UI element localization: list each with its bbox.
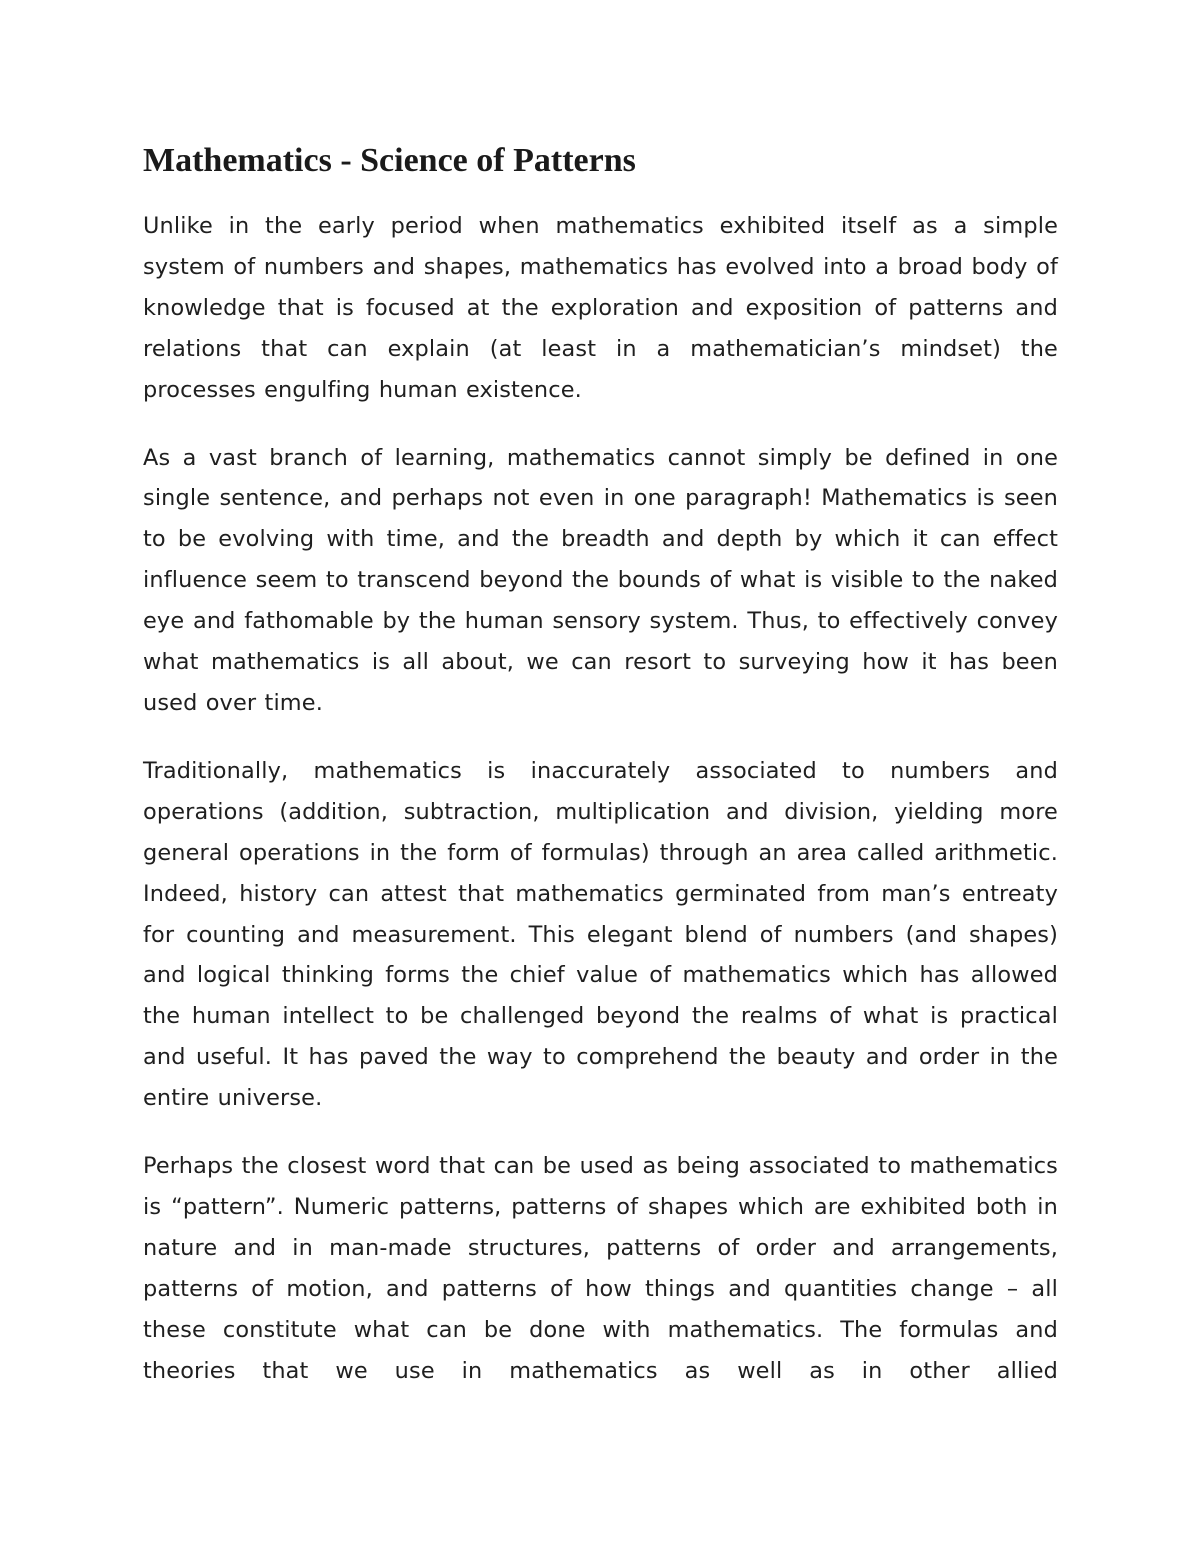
paragraph-4: Perhaps the closest word that can be used as being associated to mathematics is “pattern”. Numeric patterns, patterns of shapes which are exhibited both in nature and in man-made structures, patterns of order and arrangements, patterns of motion, and patterns of how things and quantities change – all these constitute what can be done with mathematics. The formulas and theories that we use in mathematics as well as in other allied <box>143 1153 1058 1384</box>
document-body <box>143 138 1058 1391</box>
document-title: Mathematics - Science of Patterns <box>143 142 636 179</box>
paragraph-3: Traditionally, mathematics is inaccurately associated to numbers and operations (addition, subtraction, multiplication and division, yielding more general operations in the form of formulas) through an area called arithmetic. Indeed, history can attest that mathematics germinated from man’s entreaty for counting and measurement. This elegant blend of numbers (and shapes) and logical thinking forms the chief value of mathematics which has allowed the human intellect to be challenged beyond the realms of what is practical and useful. It has paved the way to comprehend the beauty and order in the entire universe. <box>143 757 1058 1112</box>
paragraph-2: As a vast branch of learning, mathematics cannot simply be defined in one single sentence, and perhaps not even in one paragraph! Mathematics is seen to be evolving with time, and the breadth and depth by which it can effect influence seem to transcend beyond the bounds of what is visible to the naked eye and fathomable by the human sensory system. Thus, to effectively convey what mathematics is all about, we can resort to surveying how it has been used over time. <box>143 444 1058 716</box>
paragraph-1: Unlike in the early period when mathematics exhibited itself as a simple system of numbers and shapes, mathematics has evolved into a broad body of knowledge that is focused at the exploration and exposition of patterns and relations that can explain (at least in a mathematician’s mindset) the processes engulfing human existence. <box>143 213 1058 403</box>
